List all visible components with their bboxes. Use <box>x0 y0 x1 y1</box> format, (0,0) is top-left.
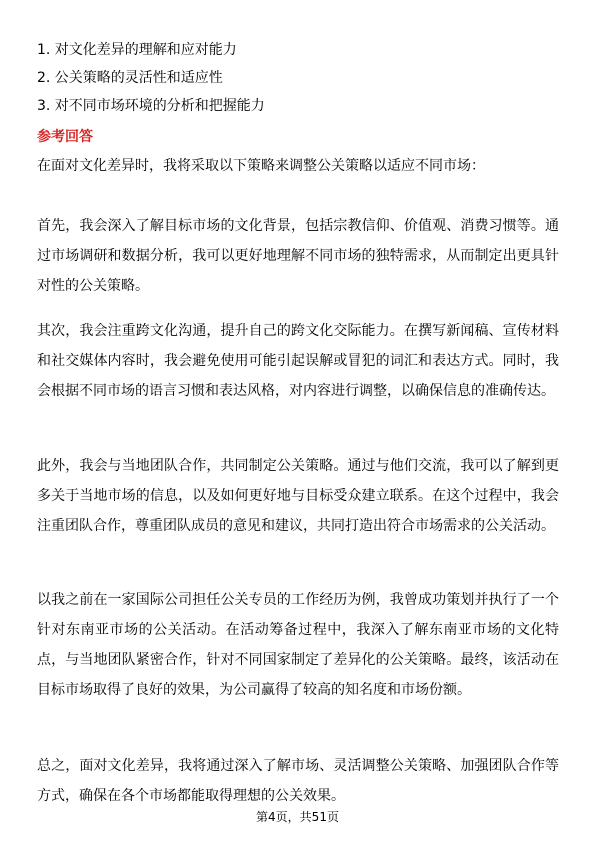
paragraph: 其次，我会注重跨文化沟通，提升自己的跨文化交际能力。在撰写新闻稿、宣传材料和社交媒体内容时，我会避免使用可能引起误解或冒犯的词汇和表达方式。同时，我会根据不同市场的语言习惯和表达风格，对内容进行调整，以确保信息的准确传达。 <box>37 323 559 399</box>
reference-answer-heading: 参考回答 <box>37 129 93 145</box>
list-item: 1. 对文化差异的理解和应对能力 <box>37 42 237 58</box>
paragraph: 以我之前在一家国际公司担任公关专员的工作经历为例，我曾成功策划并执行了一个针对东南亚市场的公关活动。在活动筹备过程中，我深入了解东南亚市场的文化特点，与当地团队紧密合作，针对不同国家制定了差异化的公关策略。最终，该活动在目标市场取得了良好的效果，为公司赢得了较高的知名度和市场份额。 <box>37 592 559 698</box>
paragraph: 此外，我会与当地团队合作，共同制定公关策略。通过与他们交流，我可以了解到更多关于当地市场的信息，以及如何更好地与目标受众建立联系。在这个过程中，我会注重团队合作，尊重团队成员的意见和建议，共同打造出符合市场需求的公关活动。 <box>37 458 559 534</box>
list-item: 3. 对不同市场环境的分析和把握能力 <box>37 98 265 114</box>
page-number-footer: 第4页，共51页 <box>256 810 339 824</box>
paragraph: 首先，我会深入了解目标市场的文化背景，包括宗教信仰、价值观、消费习惯等。通过市场调研和数据分析，我可以更好地理解不同市场的独特需求，从而制定出更具针对性的公关策略。 <box>37 218 559 294</box>
intro-paragraph: 在面对文化差异时，我将采取以下策略来调整公关策略以适应不同市场： <box>37 158 485 174</box>
evaluation-points-list <box>37 36 567 120</box>
list-item: 2. 公关策略的灵活性和适应性 <box>37 70 223 86</box>
paragraph: 总之，面对文化差异，我将通过深入了解市场、灵活调整公关策略、加强团队合作等方式，确保在各个市场都能取得理想的公关效果。 <box>37 758 559 804</box>
